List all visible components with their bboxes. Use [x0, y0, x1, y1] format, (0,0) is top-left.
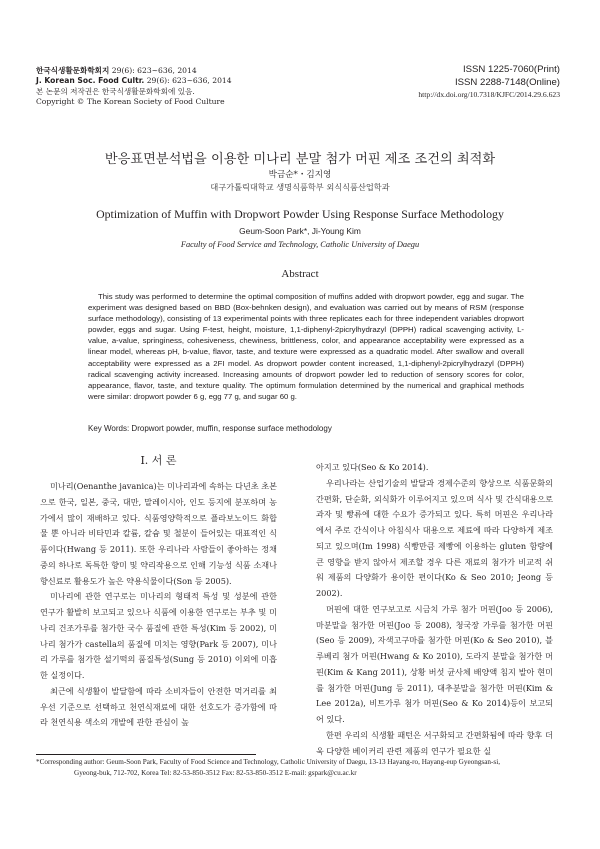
- affiliation-english: Faculty of Food Service and Technology, Catholic University of Daegu: [180, 240, 420, 249]
- footnote-line: Gyeong-buk, 712-702, Korea Tel: 82-53-850-3512 Fax: 82-53-850-3512 E-mail: gspark@cu.ac.kr: [74, 769, 357, 777]
- keywords: Key Words: Dropwort powder, muffin, response surface methodology: [88, 424, 332, 433]
- paragraph: 머핀에 대한 연구보고로 시금치 가루 첨가 머핀(Joo 등 2006), 마분말을 첨가한 머핀(Joo 등 2008), 청국장 가루를 첨가한 머핀(Seo 등 2009), 자색고구마를 첨가한 머핀(Ko & Seo 2010), 블루베리 첨가 머핀(Hwang & Ko 2010), 도라지 분말을 첨가한 머핀(Kim & Kang 2011), 상황 버섯 균사체 배양액 침지 발아 현미를 첨가한 머핀(Jung 등 2011), 대추분말을 첨가한 머핀(Kim & Lee 2012a), 비트가루 첨가 머핀(Seo & Ko 2014)등이 보고되어 있다.: [316, 603, 553, 724]
- title-korean: 반응표면분석법을 이용한 미나리 분말 첨가 머핀 제조 조건의 최적화: [104, 152, 496, 167]
- footnote-line: *Corresponding author: Geum-Soon Park, Faculty of Food Science and Technology, Catholic University of Daegu, 13-13 Hayang-ro, Hayang-eup Gyeongsan-si,: [36, 758, 500, 766]
- issn-online: ISSN 2288-7148(Online): [454, 76, 560, 88]
- copyright-notice-ko: 본 논문의 저작권은 한국식생활문화학회에 있음.: [36, 86, 195, 96]
- journal-en-volume: 29(6): 623~636, 2014: [146, 76, 232, 86]
- paragraph: 미나리(Oenanthe javanica)는 미나리과에 속하는 다년초 초본으로 한국, 일본, 중국, 대만, 말레이시아, 인도 등지에 분포하며 농가에서 많이 재배하고 있다. 식품영양학적으로 플라보노이드 화합물 뿐 아니라 비타민과 칼륨, 칼슘 및 철분이 들어있는 대표적인 식품이다(Hwang 등 2011). 또한 우리나라 사람들이 좋아하는 정채 중의 하나로 독특한 향미 및 약리작용으로 인해 기능성 식품 소재나 향신료로 활용도가 높은 약용식물이다(Son 등 2005).: [40, 481, 277, 586]
- authors-korean: 박금순*・김지영: [268, 170, 332, 180]
- paragraph: 미나리에 관한 연구로는 미나리의 형태적 특성 및 성분에 관한 연구가 활발히 보고되고 있으나 식품에 이용한 연구로는 부추 및 미나리 건조가루를 첨가한 국수 품질에 관한 특성(Kim 등 2002), 미나리 첨가가 castella의 품질에 미치는 영향(Park 등 2007), 미나리 가루를 첨가한 설기떡의 품질특성(Sung 등 2010) 이외에 미흡한 실정이다.: [40, 591, 277, 680]
- doi-link[interactable]: http://dx.doi.org/10.7318/KJFC/2014.29.6.623: [418, 90, 560, 100]
- abstract-heading: Abstract: [281, 268, 319, 280]
- journal-ko-volume: 29(6): 623~636, 2014: [111, 66, 197, 75]
- abstract-text: This study was performed to determine the optimal composition of muffins added with dropwort powder, egg and sugar. The experiment was designed based on BBD (Box-behnken design), and evaluation was carried out by means of RSM (response surface methodology), consisting of 13 experimental points with three replicates each for three independent variables dropwort powder, eggs and sugar. Using F-test, height, moisture, 1,1-diphenyl-2picrylhydrazyl (DPPH) radical scavenging activity, L-value, a-value, springiness, cohesiveness, chewiness, brittleness, color, and appearance acceptability were expressed as a linear model, whereas pH, b-value, flavor, taste, and texture were expressed as a quadratic model. After swallow and overall acceptability were expressed as a 2FI model. As dropwort powder content increased, 1,1-diphenyl-2picrylhydrazyl (DPPH) radical scavenging activity increased. Increasing amounts of dropwort powder led to reduction of sensory scores for color, appearance, flavor, taste, and texture quality. The optimum formulation determined by the numerical and graphical methods were similar: dropwort powder 6 g, egg 77 g, and sugar 60 g.: [88, 292, 524, 401]
- journal-ko-line: [36, 66, 232, 76]
- paragraph: 한편 우리의 식생활 패턴은 서구화되고 간편화됨에 따라 향후 더욱 다양한 베이커리 관련 제품의 연구가 필요한 실: [316, 729, 553, 756]
- journal-en-line: [36, 76, 232, 86]
- authors-english: Geum-Soon Park*, Ji-Young Kim: [239, 226, 361, 236]
- title-english: Optimization of Muffin with Dropwort Powder Using Response Surface Methodology: [96, 207, 504, 221]
- journal-header: [36, 66, 232, 108]
- paragraph: 아지고 있다(Seo & Ko 2014).: [316, 462, 429, 472]
- footnote-divider: [36, 754, 256, 755]
- section-heading-introduction: I. 서 론: [140, 454, 177, 467]
- corresponding-author-footnote: [36, 757, 566, 779]
- journal-ko-name: 한국식생활문화학회지: [36, 66, 110, 75]
- affiliation-korean: 대구가톨릭대학교 생명식품학부 외식식품산업학과: [210, 182, 390, 192]
- journal-en-name: J. Korean Soc. Food Cultr.: [36, 76, 145, 86]
- issn-block: [418, 64, 560, 100]
- right-column: [316, 460, 553, 759]
- left-column: [40, 452, 277, 731]
- paragraph: 우리나라는 산업기술의 발달과 경제수준의 향상으로 식품문화의 간편화, 단순화, 외식화가 이루어지고 있으며 식사 및 간식대용으로 과자 및 빵류에 대한 수요가 증가되고 있다. 특히 머핀은 우리나라에서 주로 간식이나 아침식사 대용으로 제료에 따라 다양하게 제조되고 있으며(Im 1998) 식빵만큼 제빵에 이용하는 gluten 함량에 큰 영향을 받지 않아서 제조할 경우 다른 재료의 첨가가 비교적 쉬워 제품의 다양화가 용이한 편이다(Ko & Seo 2010; Jeong 등 2002).: [316, 477, 553, 598]
- copyright: Copyright © The Korean Society of Food Culture: [36, 97, 225, 107]
- issn-print: ISSN 1225-7060(Print): [462, 64, 560, 75]
- paragraph: 최근에 식생활이 발달함에 따라 소비자들이 안전한 먹거리를 최우선 기준으로 선택하고 천연식재료에 대한 선호도가 증가함에 따라 천연식용 색소의 개발에 관한 관심이 높: [40, 685, 277, 728]
